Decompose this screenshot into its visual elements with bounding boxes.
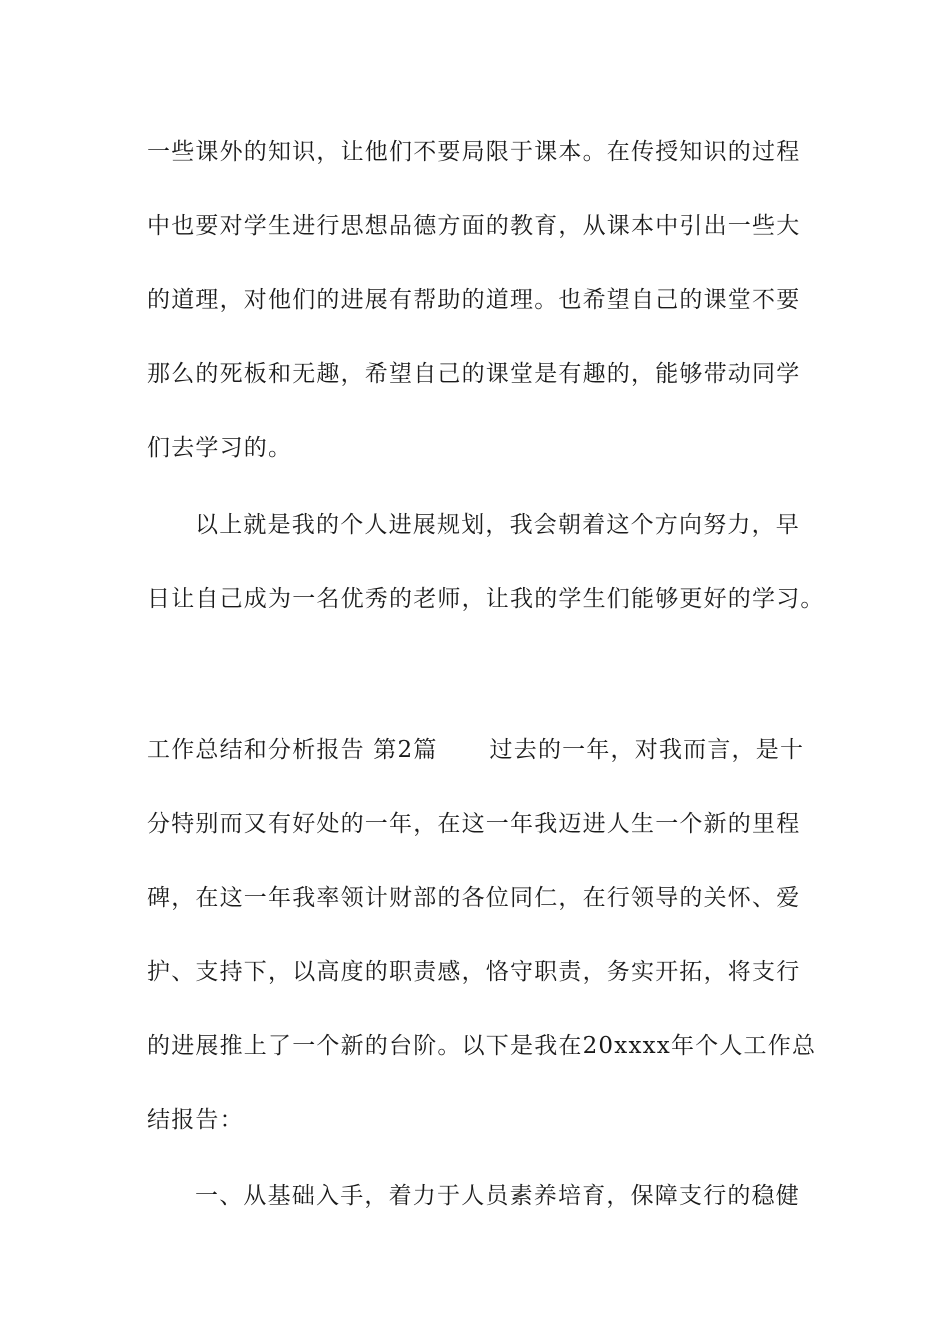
para2-line-2: 日让自己成为一名优秀的老师，让我的学生们能够更好的学习。 <box>147 586 825 612</box>
para1-line-2: 中也要对学生进行思想品德方面的教育，从课本中引出一些大 <box>147 213 801 239</box>
para2-line-1: 以上就是我的个人进展规划，我会朝着这个方向努力，早 <box>195 512 800 538</box>
section-heading: 工作总结和分析报告 第2篇 <box>147 737 438 763</box>
para1-line-1: 一些课外的知识，让他们不要局限于课本。在传授知识的过程 <box>147 139 801 165</box>
para3-line-2: 分特别而又有好处的一年，在这一年我迈进人生一个新的里程 <box>147 811 801 837</box>
section-heading-line <box>147 735 804 765</box>
para1-line-3: 的道理，对他们的进展有帮助的道理。也希望自己的课堂不要 <box>147 287 801 313</box>
para3-line-6: 结报告： <box>147 1107 244 1133</box>
para3-line-4: 护、支持下，以高度的职责感，恪守职责，务实开拓，将支行 <box>147 959 801 985</box>
para3-line-5: 的进展推上了一个新的台阶。以下是我在20xxxx年个人工作总 <box>147 1033 817 1059</box>
para3-line-3: 碑，在这一年我率领计财部的各位同仁，在行领导的关怀、爱 <box>147 885 801 911</box>
para1-line-4: 那么的死板和无趣，希望自己的课堂是有趣的，能够带动同学 <box>147 361 801 387</box>
para4-line-1: 一、从基础入手，着力于人员素养培育，保障支行的稳健 <box>195 1183 800 1209</box>
para1-line-5: 们去学习的。 <box>147 435 293 461</box>
para3-first-line: 过去的一年，对我而言，是十 <box>489 737 805 763</box>
